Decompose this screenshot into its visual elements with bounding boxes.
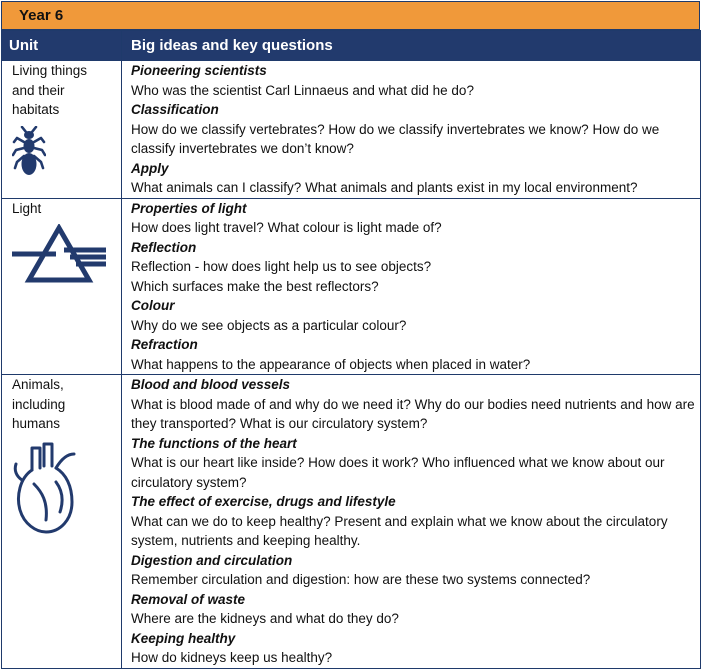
key-question: Which surfaces make the best reflectors? [131, 278, 379, 294]
topic-title: The functions of the heart [131, 435, 297, 451]
prism-icon [12, 224, 119, 292]
topic-title: Reflection [131, 239, 197, 255]
key-question: Remember circulation and digestion: how are these two systems connected? [131, 572, 591, 587]
key-question: Where are the kidneys and what do they do? [131, 611, 399, 626]
unit-row [2, 61, 701, 199]
topic-title: Keeping healthy [131, 630, 236, 646]
topic-title: Removal of waste [131, 591, 246, 607]
unit-name: Light [12, 200, 42, 216]
ideas-cell [122, 198, 701, 375]
unit-cell [2, 198, 122, 375]
topic-title: Apply [131, 160, 169, 176]
topic-title: Properties of light [131, 200, 247, 216]
topic-title: Blood and blood vessels [131, 377, 291, 392]
key-question: How does light travel? What colour is light made of? [131, 220, 442, 235]
year-title: Year 6 [1, 1, 700, 30]
topic-title: Pioneering scientists [131, 63, 267, 78]
key-question: What is our heart like inside? How does it work? Who influenced what we know about our circulatory system? [131, 455, 665, 490]
ideas-cell [122, 61, 701, 199]
key-question: What is blood made of and why do we need it? Why do our bodies need nutrients and how are they transported? What is our circulatory system? [131, 396, 695, 431]
curriculum-table [1, 30, 701, 669]
unit-row [2, 375, 701, 669]
unit-name: Animals, including humans [12, 377, 66, 431]
key-question: What can we do to keep healthy? Present and explain what we know about the circulatory system, nutrients and keeping healthy. [131, 513, 668, 548]
key-question: What happens to the appearance of objects when placed in water? [131, 356, 531, 372]
unit-cell [2, 375, 122, 669]
key-question: Who was the scientist Carl Linnaeus and what did he do? [131, 82, 474, 98]
table-header-row [2, 31, 701, 61]
topic-title: Refraction [131, 337, 198, 352]
unit-column-header: Unit [2, 31, 122, 61]
ideas-cell [122, 375, 701, 669]
ideas-column-header: Big ideas and key questions [122, 31, 701, 61]
key-question: Why do we see objects as a particular colour? [131, 317, 407, 333]
ant-icon [12, 126, 119, 184]
topic-title: Colour [131, 298, 175, 313]
topic-title: The effect of exercise, drugs and lifestyle [131, 494, 396, 509]
curriculum-document [1, 1, 700, 669]
topic-title: Classification [131, 102, 219, 117]
heart-icon [12, 440, 119, 542]
key-question: What animals can I classify? What animals and plants exist in my local environment? [131, 180, 638, 195]
unit-row [2, 198, 701, 375]
unit-name: Living things and their habitats [12, 63, 88, 117]
key-question: Reflection - how does light help us to see objects? [131, 259, 432, 274]
key-question: How do kidneys keep us healthy? [131, 650, 333, 665]
unit-cell [2, 61, 122, 199]
topic-title: Digestion and circulation [131, 552, 293, 568]
key-question: How do we classify vertebrates? How do we classify invertebrates we know? How do we classify invertebrates we don’t know? [131, 121, 660, 156]
